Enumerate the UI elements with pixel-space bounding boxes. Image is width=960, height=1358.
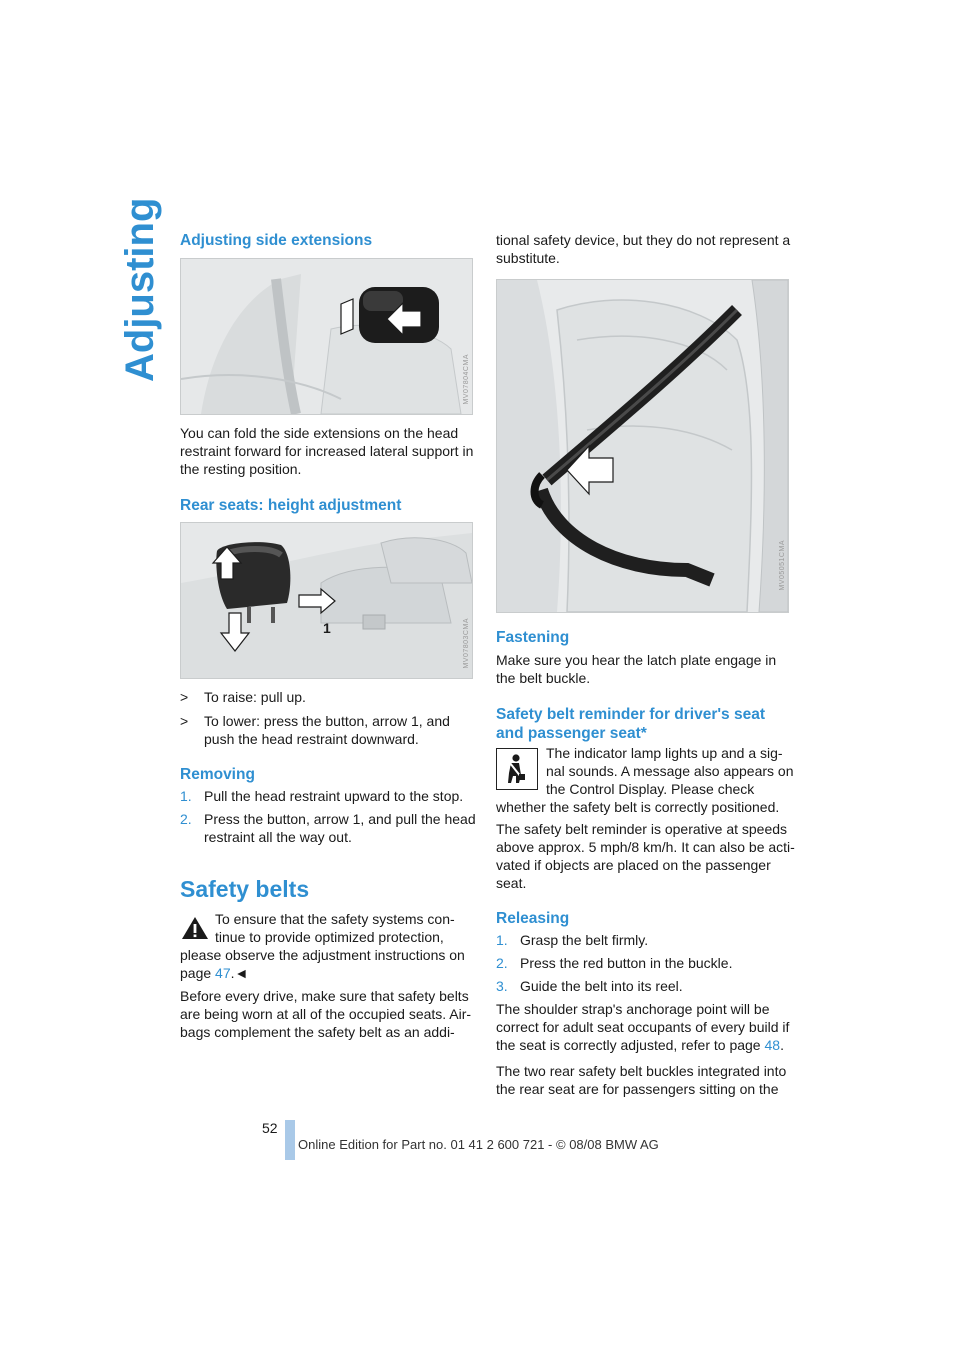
figure-side-extensions bbox=[180, 258, 473, 415]
list-item bbox=[180, 810, 480, 846]
text-line: are being worn at all of the occupied seats. Air- bbox=[180, 1006, 472, 1022]
text-line: The safety belt reminder is operative at speeds bbox=[496, 821, 788, 837]
text-line: tional safety device, but they do not represent a bbox=[496, 232, 791, 248]
section-side-title-text: Adjusting bbox=[118, 197, 162, 382]
text-fragment: page bbox=[180, 965, 216, 981]
heading-line: Safety belt reminder for driver's seat bbox=[496, 706, 766, 723]
text-line: You can fold the side extensions on the head bbox=[180, 425, 459, 441]
warning-paragraph bbox=[180, 910, 480, 982]
page-link[interactable]: 48 bbox=[764, 1037, 781, 1053]
list-item bbox=[496, 931, 796, 949]
fastening-paragraph bbox=[496, 651, 776, 687]
step-number: 3. bbox=[496, 978, 508, 994]
text-line bbox=[180, 964, 480, 982]
list-item bbox=[496, 977, 796, 995]
bullet-text: push the head restraint downward. bbox=[204, 731, 419, 747]
reminder-paragraph bbox=[496, 744, 796, 816]
rear-buckles-paragraph bbox=[496, 1062, 786, 1098]
text-line: The two rear safety belt buckles integrated into bbox=[496, 1063, 787, 1079]
text-line bbox=[496, 1036, 789, 1054]
text-fragment: the seat is correctly adjusted, refer to page bbox=[496, 1037, 765, 1053]
text-line: please observe the adjustment instructions on bbox=[180, 947, 465, 963]
heading-safety-belts: Safety belts bbox=[180, 876, 310, 902]
step-number: 1. bbox=[496, 932, 508, 948]
figure-rear-height bbox=[180, 522, 473, 679]
text-line: Make sure you hear the latch plate engage in bbox=[496, 652, 777, 668]
step-text: Press the red button in the buckle. bbox=[520, 955, 733, 971]
text-line: seat. bbox=[496, 875, 527, 891]
section-side-title bbox=[118, 197, 166, 382]
text-line: restraint forward for increased lateral support in bbox=[180, 443, 474, 459]
continued-paragraph bbox=[496, 231, 790, 267]
text-line: The indicator lamp lights up and a sig- bbox=[546, 745, 783, 761]
text-line: Before every drive, make sure that safety belts bbox=[180, 988, 469, 1004]
text-line: the rear seat are for passengers sitting on the bbox=[496, 1081, 779, 1097]
page-number: 52 bbox=[262, 1120, 278, 1136]
text-line: nal sounds. A message also appears on bbox=[546, 763, 794, 779]
step-text: Pull the head restraint upward to the stop. bbox=[204, 788, 464, 804]
bullet-marker: > bbox=[180, 689, 189, 705]
heading-releasing: Releasing bbox=[496, 910, 570, 927]
list-item bbox=[180, 688, 480, 706]
bullet-list bbox=[180, 688, 480, 748]
step-text: restraint all the way out. bbox=[204, 829, 352, 845]
step-number: 2. bbox=[496, 955, 508, 971]
text-line: substitute. bbox=[496, 250, 560, 266]
heading-side-extensions: Adjusting side extensions bbox=[180, 232, 373, 249]
heading-removing: Removing bbox=[180, 766, 255, 783]
step-text: Press the button, arrow 1, and pull the head bbox=[204, 811, 476, 827]
text-fragment: . bbox=[780, 1037, 784, 1053]
list-item bbox=[180, 787, 480, 805]
heading-line: and passenger seat* bbox=[496, 725, 647, 742]
bullet-marker: > bbox=[180, 713, 189, 729]
list-item bbox=[496, 954, 796, 972]
figure-code: MV05051CMA bbox=[779, 540, 786, 591]
text-line: vated if objects are placed on the passenger bbox=[496, 857, 771, 873]
side-extensions-paragraph bbox=[180, 424, 473, 478]
bullet-text: To lower: press the button, arrow 1, and bbox=[204, 713, 450, 729]
step-text: Guide the belt into its reel. bbox=[520, 978, 683, 994]
text-line: the belt buckle. bbox=[496, 670, 591, 686]
bullet-text: To raise: pull up. bbox=[204, 689, 306, 705]
page-link[interactable]: 47 bbox=[215, 965, 231, 981]
releasing-steps bbox=[496, 931, 796, 995]
figure-safety-belt bbox=[496, 279, 789, 613]
footer-edition: Online Edition for Part no. 01 41 2 600 721 - © 08/08 BMW AG bbox=[298, 1137, 659, 1152]
text-line: whether the safety belt is correctly positioned. bbox=[496, 799, 780, 815]
heading-belt-reminder bbox=[496, 705, 765, 743]
step-number: 1. bbox=[180, 788, 192, 804]
step-number: 2. bbox=[180, 811, 192, 827]
list-item bbox=[180, 712, 480, 748]
text-line: correct for adult seat occupants of every build if bbox=[496, 1019, 790, 1035]
text-line: The shoulder strap's anchorage point will be bbox=[496, 1001, 770, 1017]
step-text: Grasp the belt firmly. bbox=[520, 932, 649, 948]
removing-steps bbox=[180, 787, 480, 846]
footer-accent-bar bbox=[285, 1120, 295, 1160]
anchorage-paragraph bbox=[496, 1000, 789, 1054]
text-line: bags complement the safety belt as an addi- bbox=[180, 1024, 455, 1040]
heading-rear-height: Rear seats: height adjustment bbox=[180, 497, 402, 514]
operative-paragraph bbox=[496, 820, 795, 892]
text-line: the resting position. bbox=[180, 461, 302, 477]
text-line: To ensure that the safety systems con- bbox=[215, 911, 455, 927]
figure-code: MV07803CMA bbox=[463, 618, 470, 669]
belts-paragraph bbox=[180, 987, 471, 1041]
figure-code: MV07804CMA bbox=[463, 354, 470, 405]
figure-arrow-label: 1 bbox=[323, 620, 331, 636]
heading-fastening: Fastening bbox=[496, 629, 570, 646]
text-line: tinue to provide optimized protection, bbox=[215, 929, 444, 945]
end-marker: .◄ bbox=[230, 965, 249, 981]
text-line: above approx. 5 mph/8 km/h. It can also be acti- bbox=[496, 839, 795, 855]
text-line: the Control Display. Please check bbox=[546, 781, 755, 797]
